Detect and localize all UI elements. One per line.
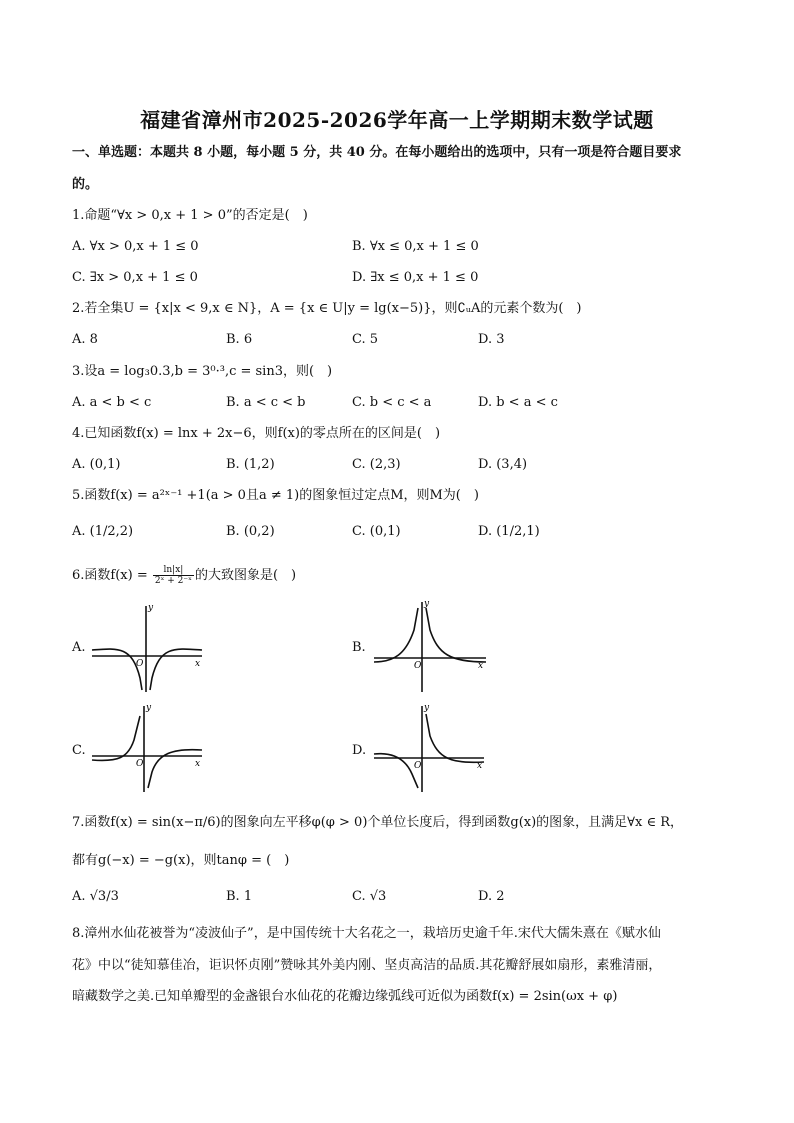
axis-x-label: x bbox=[195, 759, 201, 769]
q1-option-a: A. ∀x > 0,x + 1 ≤ 0 bbox=[72, 239, 199, 254]
q6-graph-c bbox=[88, 700, 208, 795]
q6-fraction-denominator: 2ˣ + 2⁻ˣ bbox=[154, 576, 192, 586]
q2-option-c: C. 5 bbox=[352, 332, 379, 347]
q7-option-c: C. √3 bbox=[352, 889, 387, 904]
question-4-stem: 4.已知函数f(x) = lnx + 2x−6，则f(x)的零点所在的区间是( ) bbox=[72, 426, 441, 441]
axis-y-label: y bbox=[148, 603, 154, 613]
q2-option-a: A. 8 bbox=[72, 332, 98, 347]
q1-option-c: C. ∃x > 0,x + 1 ≤ 0 bbox=[72, 270, 198, 285]
q3-option-b: B. a < c < b bbox=[226, 395, 306, 410]
q4-option-a: A. (0,1) bbox=[72, 457, 121, 472]
axis-x-label: x bbox=[195, 659, 201, 669]
q6-graph-a-label: A. bbox=[72, 640, 86, 655]
question-2-stem: 2.若全集U = {x|x < 9,x ∈ N}，A = {x ∈ U|y = lg(x−5)}，则∁ᵤA的元素个数为( ) bbox=[72, 301, 582, 316]
q2-option-b: B. 6 bbox=[226, 332, 253, 347]
q6-fraction-numerator: ln|x| bbox=[153, 565, 194, 576]
question-5-stem: 5.函数f(x) = a²ˣ⁻¹ +1(a > 0且a ≠ 1)的图象恒过定点M，则M为( ) bbox=[72, 488, 479, 503]
question-3-stem: 3.设a = log₃0.3,b = 3⁰·³,c = sin3，则( ) bbox=[72, 364, 333, 379]
q3-option-a: A. a < b < c bbox=[72, 395, 152, 410]
q4-option-b: B. (1,2) bbox=[226, 457, 275, 472]
q6-graph-b bbox=[370, 596, 490, 696]
question-7-stem: 7.函数f(x) = sin(x−π/6)的图象向左平移φ(φ > 0)个单位长度后，得到函数g(x)的图象，且满足∀x ∈ R， bbox=[72, 815, 684, 830]
q1-option-b: B. ∀x ≤ 0,x + 1 ≤ 0 bbox=[352, 239, 479, 254]
axis-y-label: y bbox=[424, 599, 430, 609]
q6-graph-b-label: B. bbox=[352, 640, 366, 655]
page-title: 福建省漳州市2025-2026学年高一上学期期末数学试题 bbox=[140, 108, 654, 132]
section-header-cont: 的。 bbox=[72, 177, 99, 192]
q6-graph-d bbox=[370, 700, 490, 795]
q2-option-d: D. 3 bbox=[478, 332, 505, 347]
q6-fraction bbox=[153, 565, 194, 586]
q7-option-a: A. √3/3 bbox=[72, 889, 119, 904]
q6-stem-suffix: 的大致图象是( ) bbox=[194, 568, 297, 583]
q7-option-d: D. 2 bbox=[478, 889, 505, 904]
axis-x-label: x bbox=[477, 761, 483, 771]
q7-option-b: B. 1 bbox=[226, 889, 253, 904]
question-1-stem: 1.命题“∀x > 0,x + 1 > 0”的否定是( ) bbox=[72, 208, 308, 223]
q6-stem-prefix: 6.函数f(x) = bbox=[72, 568, 152, 583]
origin-label: O bbox=[136, 659, 144, 669]
origin-label: O bbox=[414, 661, 422, 671]
question-8-line-3: 暗藏数学之美.已知单瓣型的金盏银台水仙花的花瓣边缘弧线可近似为函数f(x) = 2sin(ωx + φ) bbox=[72, 989, 618, 1004]
q3-option-d: D. b < a < c bbox=[478, 395, 558, 410]
question-7-stem-cont: 都有g(−x) = −g(x)，则tanφ = ( ) bbox=[72, 853, 290, 868]
origin-label: O bbox=[414, 761, 422, 771]
q4-option-d: D. (3,4) bbox=[478, 457, 528, 472]
axis-y-label: y bbox=[424, 703, 430, 713]
q5-option-d: D. (1/2,1) bbox=[478, 524, 540, 539]
axis-x-label: x bbox=[478, 661, 484, 671]
q4-option-c: C. (2,3) bbox=[352, 457, 401, 472]
q5-option-a: A. (1/2,2) bbox=[72, 524, 134, 539]
section-header: 一、单选题：本题共 8 小题，每小题 5 分，共 40 分。在每小题给出的选项中，只有一项是符合题目要求 bbox=[72, 145, 682, 160]
q6-graph-a bbox=[88, 600, 208, 695]
origin-label: O bbox=[136, 759, 144, 769]
question-8-line-1: 8.漳州水仙花被誉为“凌波仙子”，是中国传统十大名花之一，栽培历史逾千年.宋代大儒朱熹在《赋水仙 bbox=[72, 926, 661, 941]
q6-graph-d-label: D. bbox=[352, 743, 367, 758]
q5-option-c: C. (0,1) bbox=[352, 524, 401, 539]
q1-option-d: D. ∃x ≤ 0,x + 1 ≤ 0 bbox=[352, 270, 479, 285]
axis-y-label: y bbox=[146, 703, 152, 713]
question-8-line-2: 花》中以“徒知慕佳冶，讵识怀贞刚”赞咏其外美内刚、坚贞高洁的品质.其花瓣舒展如扇形，素雅清丽， bbox=[72, 958, 662, 973]
q3-option-c: C. b < c < a bbox=[352, 395, 432, 410]
question-6-stem bbox=[72, 565, 296, 586]
q5-option-b: B. (0,2) bbox=[226, 524, 275, 539]
q6-graph-c-label: C. bbox=[72, 743, 86, 758]
